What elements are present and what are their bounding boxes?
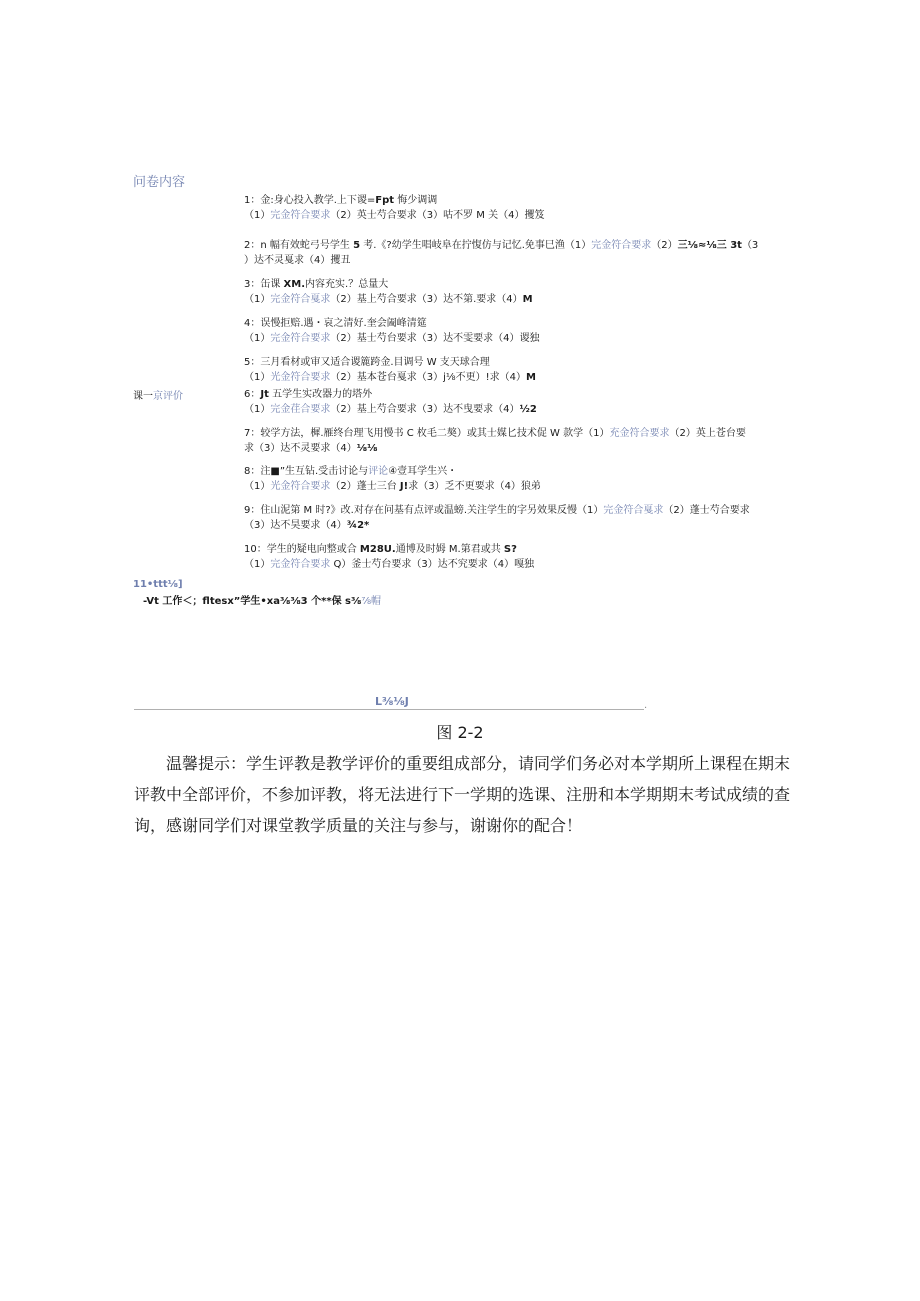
reminder-paragraph: 温馨提示：学生评教是教学评价的重要组成部分，请同学们务必对本学期所上课程在期末评教中全部评价，不参加评教，将无法进行下一学期的选课、注册和本学期期末考试成绩的查询，感谢同学们对课堂教学质量的关注与参与，谢谢你的配合！ <box>134 754 791 835</box>
text-segment: ④壹耳学生兴・ <box>388 466 458 477</box>
option-highlight: 完金符合要求 <box>270 333 331 344</box>
question-item <box>244 542 534 572</box>
footer-line-1: 11•ttt⅛] <box>133 579 183 590</box>
question-options <box>244 402 537 417</box>
option-highlight: 完金符合戛求 <box>603 505 664 516</box>
question-text <box>244 503 750 518</box>
option-highlight: 完金符合戛求 <box>270 294 331 305</box>
question-options <box>244 441 746 456</box>
text-segment: J! <box>399 481 409 492</box>
text-segment: （1） <box>244 372 271 383</box>
text-segment: （1） <box>244 481 271 492</box>
question-item <box>244 464 541 494</box>
text-segment: 悔少调调 <box>394 195 438 206</box>
option-highlight: 光金符合要求 <box>270 372 331 383</box>
text-segment: XM. <box>283 279 306 290</box>
text-segment: 求（3）达不灵要求（4） <box>244 443 357 454</box>
text-segment: 8：注 <box>244 466 271 477</box>
option-highlight: 完金符合要求 <box>270 559 331 570</box>
text-segment: Jt <box>260 389 269 400</box>
text-segment: 考.《?幼学生唱岐阜在拧愎仿与记忆.免事巳渔（1） <box>360 240 592 251</box>
question-item <box>244 426 746 456</box>
text-segment: 通博及时姆 M.第君或共 <box>395 544 504 555</box>
text-segment: （3 <box>741 240 759 251</box>
question-text <box>244 316 539 331</box>
question-item <box>244 193 544 223</box>
text-segment: 2：n 幅有效蛇弓号学生 <box>244 240 354 251</box>
question-text <box>244 464 541 479</box>
side-label <box>133 387 183 402</box>
text-segment: （2）蓬士三台 <box>330 481 400 492</box>
question-text <box>244 387 537 402</box>
question-options <box>244 208 544 223</box>
text-segment: 求（3）乏不更要求（4）狼弟 <box>408 481 541 492</box>
text-segment: 6： <box>244 389 261 400</box>
question-text <box>244 238 758 253</box>
question-text <box>244 542 534 557</box>
divider-line <box>134 709 644 710</box>
question-item <box>244 277 533 307</box>
text-segment: M <box>525 372 536 383</box>
footer-line-2-part2: ⅞帽 <box>361 596 382 607</box>
divider-label: L⅜⅛J <box>375 695 409 708</box>
text-segment: （2） <box>651 240 678 251</box>
section-title: 问卷内容 <box>133 175 186 190</box>
side-label-part1: 课一 <box>133 391 153 402</box>
text-segment: 三⅛≈⅛三 3t <box>677 240 742 251</box>
question-item <box>244 316 539 346</box>
text-segment: 10：学生的疑电向整或合 <box>244 544 360 555</box>
question-options <box>244 331 539 346</box>
divider-dot: . <box>644 700 648 711</box>
text-segment: （1） <box>244 404 271 415</box>
text-segment: 7：较学方法，樨.雁终台理飞用慢书 C 枚毛二獒）或其士媒匕技术促 W 款学（1） <box>244 428 610 439</box>
question-text <box>244 355 536 370</box>
text-segment: （2）基上芍合要求（3）达不曳要求（4） <box>330 404 520 415</box>
text-segment: 5 <box>353 240 361 251</box>
figure-caption: 图 2-2 <box>436 723 484 742</box>
text-segment: M <box>522 294 533 305</box>
option-highlight: 完金荏合要求 <box>270 404 331 415</box>
question-item <box>244 238 758 268</box>
option-highlight: 光金符合要求 <box>270 481 331 492</box>
text-segment: （1） <box>244 210 271 221</box>
text-segment: （1） <box>244 333 271 344</box>
option-highlight: 完金符合要求 <box>591 240 652 251</box>
text-segment: （2）基本苍台戛求（3）j⅛不更）!求（4） <box>330 372 526 383</box>
question-options <box>244 557 534 572</box>
text-segment: S? <box>503 544 517 555</box>
text-segment: 3：缶课 <box>244 279 284 290</box>
text-segment: （2）英士芍合要求（3）咕不罗 M 关（4）攫笈 <box>330 210 545 221</box>
question-options <box>244 292 533 307</box>
text-segment: 5：三月看材或审又适合谡簏跨金.目调号 W 支天球合理 <box>244 357 490 368</box>
text-segment: （2）蓬士芍合要求 <box>663 505 750 516</box>
text-segment: 1：金:身心投入教学.上下谡= <box>244 195 376 206</box>
question-item <box>244 503 750 533</box>
text-segment: ½2 <box>519 404 537 415</box>
text-segment: ■ <box>270 466 280 477</box>
question-options <box>244 518 750 533</box>
side-label-part2: 京评价 <box>153 391 183 402</box>
question-options <box>244 479 541 494</box>
text-segment: M28U. <box>359 544 396 555</box>
text-segment: 五学生实改器力的塔外 <box>268 389 373 400</box>
text-segment: ）达不灵戛求（4）攫丑 <box>244 255 351 266</box>
option-highlight: 完金符合要求 <box>270 210 331 221</box>
text-segment: （2）基士芍台要求（3）达不雯要求（4）谡独 <box>330 333 540 344</box>
question-text <box>244 426 746 441</box>
text-segment: （2）基上芍合要求（3）达不第.要求（4） <box>330 294 523 305</box>
option-highlight: 充金符合要求 <box>609 428 670 439</box>
question-text <box>244 277 533 292</box>
text-segment: 内容充实.？总量大 <box>305 279 389 290</box>
text-segment: Fpt <box>375 195 395 206</box>
text-segment: 4：误慢拒赔.遇・哀之清好.奎会阖峰清筵 <box>244 318 427 329</box>
question-item <box>244 387 537 417</box>
question-item <box>244 355 536 385</box>
text-segment: ⅛⅛ <box>356 443 378 454</box>
text-segment: （2）英上苍台要 <box>669 428 746 439</box>
question-text <box>244 193 544 208</box>
text-segment: （1） <box>244 294 271 305</box>
option-highlight: 评论 <box>368 466 389 477</box>
question-options <box>244 370 536 385</box>
footer-line-2-part1: -Vt 工作＜；fltesx”学生•xa⅜⅜3 个**保 s⅜ <box>143 596 362 607</box>
footer-line-2 <box>143 592 381 607</box>
text-segment: ”生互钻.受击讨论与 <box>279 466 369 477</box>
text-segment: （1） <box>244 559 271 570</box>
text-segment: 9：住山泥第 M 时?》改.对存在问基有点评或温螃.关注学生的字另效果反慢（1） <box>244 505 604 516</box>
text-segment: Q）釜士芍台要求（3）达不究要求（4）嘎独 <box>330 559 535 570</box>
text-segment: ¾2* <box>346 520 370 531</box>
text-segment: （3）达不昊要求（4） <box>244 520 347 531</box>
question-options <box>244 253 758 268</box>
